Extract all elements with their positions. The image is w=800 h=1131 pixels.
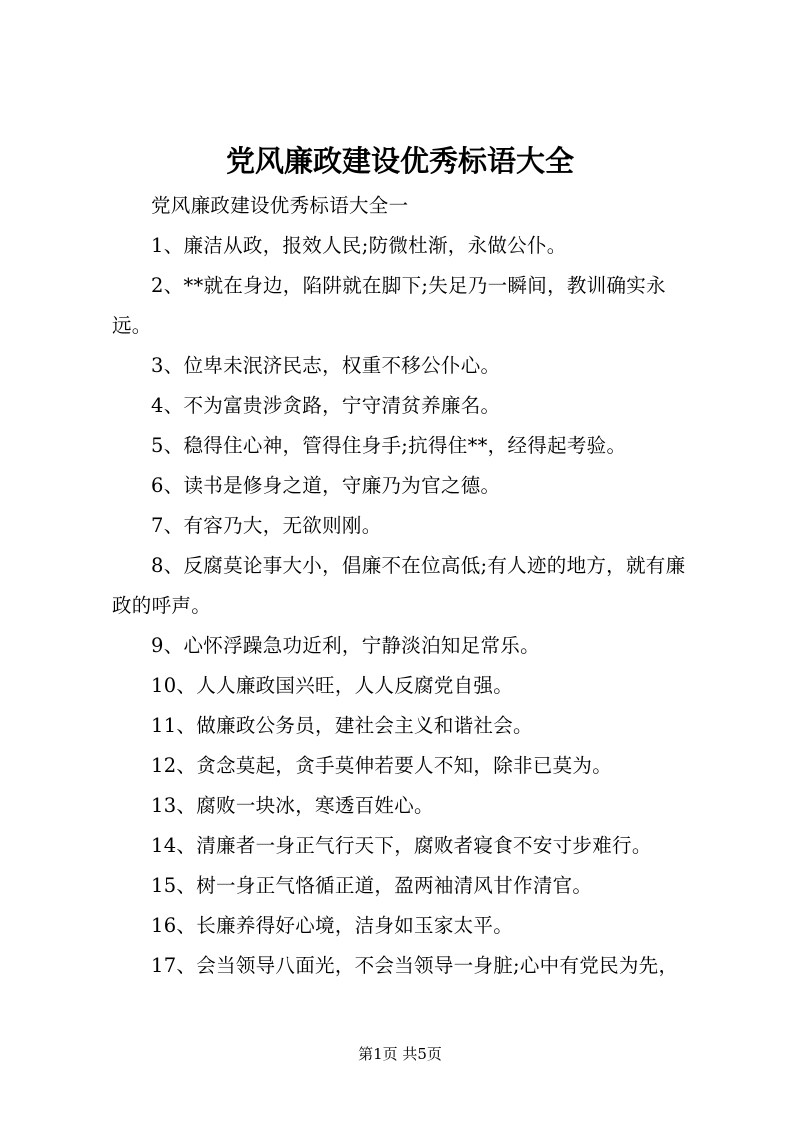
- slogan-item: 1、廉洁从政，报效人民;防微杜渐，永做公仆。: [151, 234, 567, 257]
- slogan-item: 13、腐败一块冰，寒透百姓心。: [151, 794, 434, 817]
- document-body: [112, 186, 702, 986]
- slogan-item: 10、人人廉政国兴旺，人人反腐党自强。: [151, 674, 514, 697]
- slogan-item: 14、清廉者一身正气行天下，腐败者寝食不安寸步难行。: [151, 834, 652, 857]
- slogan-item: 16、长廉养得好心境，洁身如玉家太平。: [151, 914, 514, 937]
- slogan-item: 9、心怀浮躁急功近利，宁静淡泊知足常乐。: [151, 634, 540, 657]
- slogan-item: 5、稳得住心神，管得住身手;抗得住**，经得起考验。: [151, 434, 627, 457]
- slogan-item: 4、不为富贵涉贪路，宁守清贫养廉名。: [151, 394, 501, 417]
- paragraph-subtitle: 党风廉政建设优秀标语大全一: [151, 194, 409, 217]
- slogan-item: 12、贪念莫起，贪手莫伸若要人不知，除非已莫为。: [151, 754, 613, 777]
- page-title: 党风廉政建设优秀标语大全: [225, 144, 574, 178]
- slogan-item: 3、位卑未泯济民志，权重不移公仆心。: [151, 354, 501, 377]
- slogan-item: 6、读书是修身之道，守廉乃为官之德。: [151, 474, 501, 497]
- page-number-footer: 第1页 共5页: [358, 1045, 442, 1063]
- slogan-item: 15、树一身正气恪循正道，盈两袖清风甘作清官。: [151, 874, 593, 897]
- slogan-item: 7、有容乃大，无欲则刚。: [151, 514, 382, 537]
- slogan-item: 8、反腐莫论事大小，倡廉不在位高低;有人迹的地方，就有廉政的呼声。: [112, 554, 686, 617]
- slogan-item: 11、做廉政公务员，建社会主义和谐社会。: [151, 714, 533, 737]
- slogan-item: 17、会当领导八面光，不会当领导一身脏;心中有党民为先，: [151, 954, 679, 977]
- slogan-item: 2、**就在身边，陷阱就在脚下;失足乃一瞬间，教训确实永远。: [112, 274, 666, 337]
